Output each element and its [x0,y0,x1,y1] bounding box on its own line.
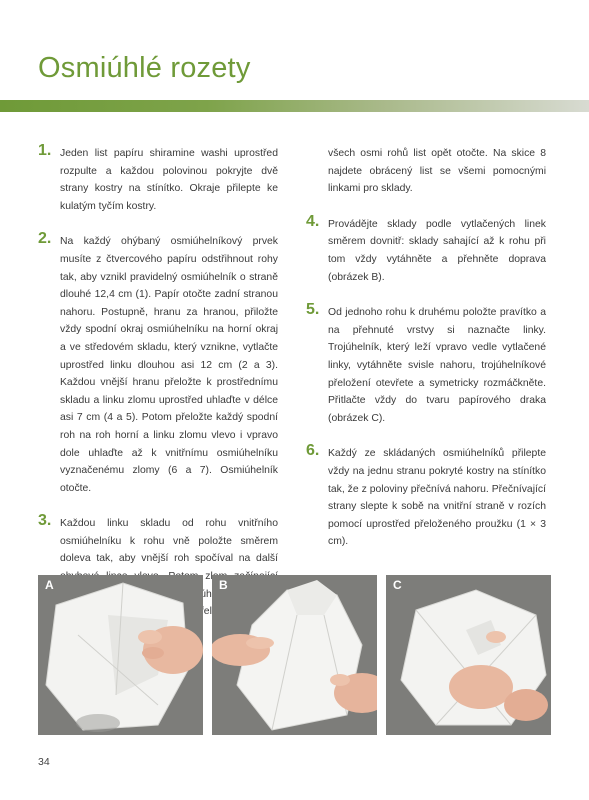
photo-label: A [45,578,54,592]
step-4 [306,212,546,286]
step-text: Každou linku skladu od rohu vnitřního osmiúhelníku k rohu vně položte směrem doleva tak, aby vnější roh spočíval na další osmiúhelníku [60,518,278,600]
header-divider-bar [0,100,589,112]
left-column [38,142,278,639]
right-column [306,145,546,569]
step-text: Provádějte sklady podle vytlačených linek směrem dovnitř: sklady sahající až k rohu při tom vždy vytáhněte a přehněte doprava (obrázek B). [328,218,546,283]
step-text: Od jednoho rohu k druhému položte pravítko a na přehnuté vrstvy si naznačte linky. Trojúhelník, který leží vpravo vedle vytlačené linky, vytáhněte svisle nahoru, trojúhelníkové přeložení otevřete a symetricky rozmáčkněte. Přitlačte vždy do tvaru papírového draka (obrázek C). [328,307,546,424]
hands-folding-octagon-paper-icon [386,575,551,735]
photo-label: C [393,578,402,592]
step-text: Na každý ohýbaný osmiúhelníkový prvek musíte z čtvercového papíru odstřihnout rohy tak, aby vznikl pravidelný osmiúhelník o straně dlouhé 12,4 cm (1). Papír otočte zadní stranou nahoru. Postupně, hranu za hranou, přiložte vždy spodní okraj osmiúhelníku na horní okraj a ve středovém skladu, který vznikne, vytlačte uprostřed linku dlouhou asi 12 cm (2 a 3). Každou vnější hranu přeložte k prostřednímu skladu a linku zlomu uprostřed uhlaďte v délce asi 7 cm (4 a 5). Potom přeložte každý spodní roh na roh horní a linku zlomu vlevo i vpravo dole uhlaďte až k vnitřnímu osmiúhelníku vyznačenému zlomy (6 a 7). Osmiúhelník otočte. [60,236,278,494]
step-number: 5. [306,301,320,319]
photo-b [212,575,377,735]
step-number: 4. [306,212,320,230]
step-1 [38,142,278,215]
step-6 [306,442,546,551]
step-3-continued [306,145,546,198]
photo-a [38,575,203,735]
step-text: Každý ze skládaných osmiúhelníků přilepte vždy na jednu stranu pokryté kostry na stínítko tak, že z poloviny přečnívá nahoru. Přečnívající strany slepte k sobě na vnitřní straně v rozích pomocí uprostřed přeloženého proužku (1 × 3 cm). [328,448,546,548]
page-number: 34 [38,756,50,768]
step-number: 1. [38,142,52,159]
hands-folding-octagon-paper-icon [38,575,203,735]
step-number: 2. [38,230,52,248]
step-2 [38,230,278,497]
step-number: 3. [38,512,52,530]
photo-c [386,575,551,735]
photo-label: B [219,578,228,592]
hands-folding-octagon-paper-icon [212,575,377,735]
step-text: všech osmi rohů list opět otočte. Na skice 8 najdete obrácený list se všemi pomocnými linkami pro sklady. [328,148,546,195]
step-text: Jeden list papíru shiramine washi uprostřed rozpulte a každou polovinou pokryjte dvě strany kostry na stínítko. Okraje přilepte ke kulatým tyčím kostry. [60,148,278,212]
step-number: 6. [306,442,320,460]
photo-strip [38,575,550,735]
page-title: Osmiúhlé rozety [38,52,251,84]
step-5 [306,301,546,427]
